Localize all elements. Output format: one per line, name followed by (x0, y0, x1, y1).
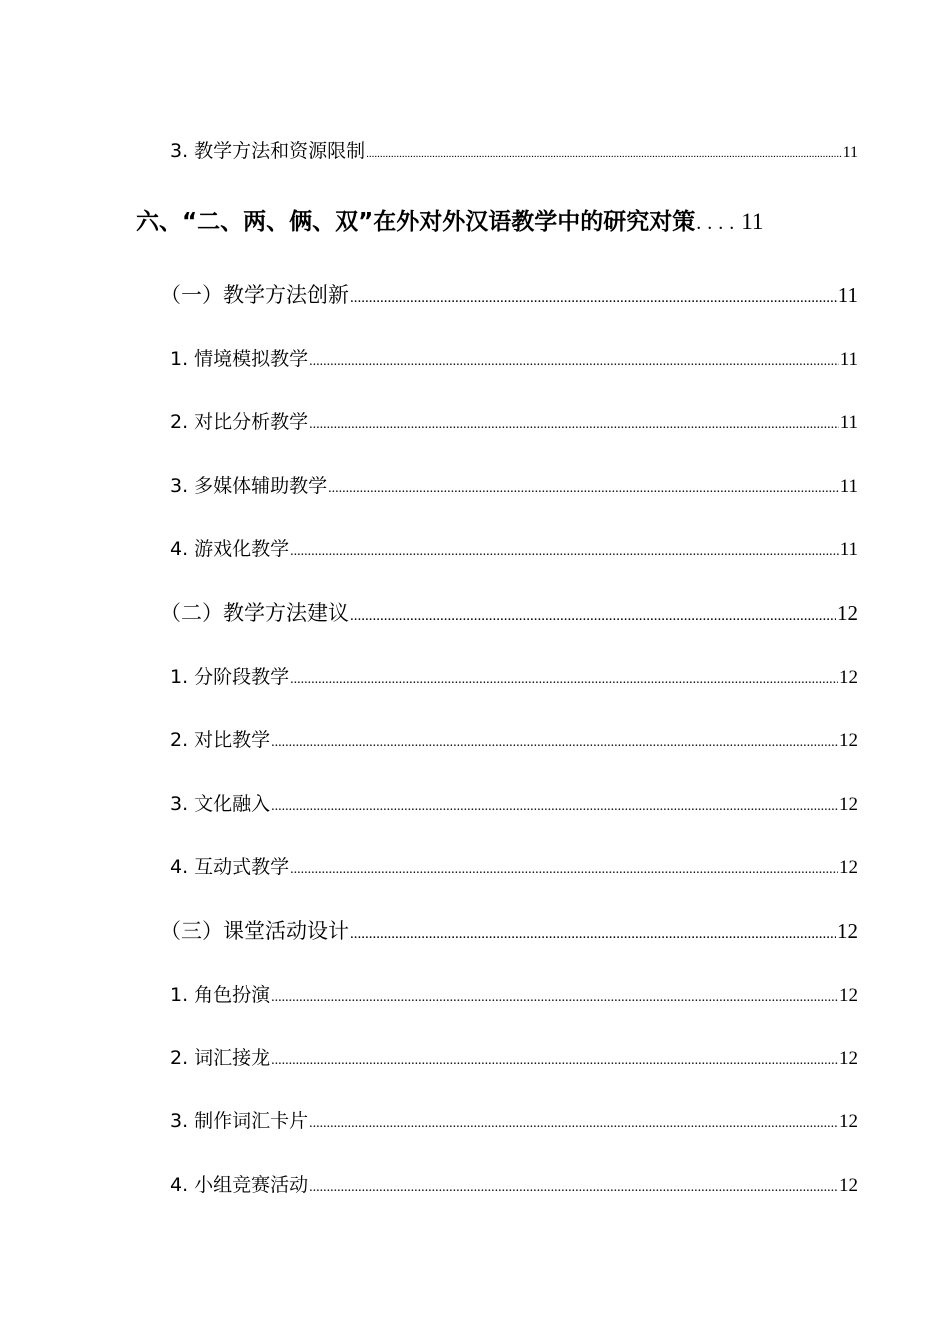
toc-dot-leader (309, 354, 839, 370)
toc-dot-leader (366, 148, 841, 160)
toc-entry-title: 2. 词汇接龙 (170, 1047, 271, 1069)
toc-page-number: 11 (842, 144, 858, 161)
toc-entry-title: 3. 制作词汇卡片 (170, 1110, 309, 1132)
toc-page-number: 11 (839, 412, 858, 433)
toc-dot-leader (290, 672, 838, 688)
toc-dot-leader (309, 417, 839, 433)
toc-entry-title: 4. 游戏化教学 (170, 538, 290, 560)
toc-entry-title: （二）教学方法建议 (160, 601, 349, 625)
toc-entry-title: （三）课堂活动设计 (160, 919, 349, 943)
toc-entry[interactable] (170, 789, 858, 816)
toc-entry[interactable] (170, 1043, 858, 1070)
toc-page-number: 12 (839, 1175, 858, 1196)
toc-dot-leader (271, 1053, 838, 1069)
toc-dot-leader (696, 212, 740, 235)
toc-dot-leader (328, 481, 839, 497)
toc-page-number: 11 (839, 476, 858, 497)
toc-entry-title: 1. 角色扮演 (170, 984, 271, 1006)
toc-dot-leader (350, 290, 837, 307)
toc-entry-title: （一）教学方法创新 (160, 283, 349, 307)
toc-entry[interactable] (170, 1106, 858, 1133)
toc-page-number: 12 (839, 730, 858, 751)
toc-entry[interactable] (170, 407, 858, 434)
toc-dot-leader (350, 608, 836, 625)
toc-entry-title: 3. 多媒体辅助教学 (170, 475, 328, 497)
toc-entry-title: 1. 情境模拟教学 (170, 348, 309, 370)
toc-entry-title: 2. 对比分析教学 (170, 411, 309, 433)
toc-entry[interactable] (170, 725, 858, 752)
toc-page-number: 12 (839, 857, 858, 878)
toc-dot-leader (271, 990, 838, 1006)
toc-entry-title: 4. 小组竞赛活动 (170, 1174, 309, 1196)
toc-dot-leader (271, 799, 838, 815)
toc-entry[interactable] (170, 852, 858, 879)
toc-entry[interactable] (170, 471, 858, 498)
toc-page-number: 12 (839, 985, 858, 1006)
toc-entry[interactable] (160, 597, 858, 627)
toc-page-number: 12 (839, 1048, 858, 1069)
toc-dot-leader (271, 735, 838, 751)
toc-dot-leader (309, 1116, 838, 1132)
toc-entry[interactable] (136, 203, 858, 236)
toc-entry-title: 3. 教学方法和资源限制 (170, 140, 366, 162)
toc-entry-title: 2. 对比教学 (170, 729, 271, 751)
toc-entry-title: 1. 分阶段教学 (170, 666, 290, 688)
toc-entry[interactable] (170, 662, 858, 689)
toc-entry[interactable] (170, 1170, 858, 1197)
toc-page-number: 12 (839, 1111, 858, 1132)
toc-entry[interactable] (160, 279, 858, 309)
toc-page-number: 11 (839, 539, 858, 560)
toc-entry-title: 六、“二、两、俩、双”在外对外汉语教学中的研究对策 (136, 209, 696, 235)
toc-entry[interactable] (170, 980, 858, 1007)
toc-page-number: 11 (741, 209, 764, 234)
toc-page-number: 12 (839, 667, 858, 688)
toc-entry[interactable] (170, 344, 858, 371)
toc-dot-leader (350, 926, 836, 943)
toc-page-number: 12 (837, 601, 858, 625)
toc-entry[interactable] (160, 915, 858, 945)
toc-dot-leader (290, 862, 838, 878)
toc-page-number: 11 (839, 349, 858, 370)
toc-entry-title: 3. 文化融入 (170, 793, 271, 815)
toc-entry[interactable] (170, 136, 858, 163)
toc-dot-leader (290, 544, 839, 560)
toc-entry[interactable] (170, 534, 858, 561)
toc-dot-leader (309, 1180, 838, 1196)
toc-page-number: 12 (837, 919, 858, 943)
toc-entry-title: 4. 互动式教学 (170, 856, 290, 878)
toc-page-number: 11 (837, 283, 858, 307)
toc-page-number: 12 (839, 794, 858, 815)
